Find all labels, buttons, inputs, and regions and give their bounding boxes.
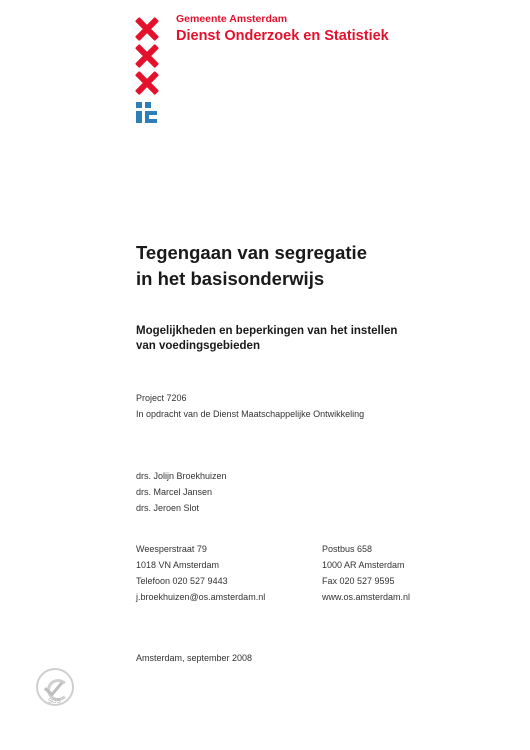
email-link[interactable]: j.broekhuizen@os.amsterdam.nl — [136, 592, 266, 602]
org-name-line1: Gemeente Amsterdam — [176, 13, 288, 25]
author: drs. Jolijn Broekhuizen — [136, 471, 227, 481]
cross-icon — [136, 72, 158, 94]
place-date: Amsterdam, september 2008 — [136, 653, 253, 663]
os-logo-icon — [136, 102, 160, 124]
cross-icon — [136, 18, 158, 40]
subtitle-line1: Mogelijkheden en beperkingen van het instellen — [136, 325, 398, 337]
project-number: Project 7206 — [136, 393, 187, 403]
subtitle-line2: van voedingsgebieden — [136, 340, 260, 352]
po-box-postcode: 1000 AR Amsterdam — [322, 560, 405, 570]
title-line1: Tegengaan van segregatie — [136, 242, 367, 263]
project-client: In opdracht van de Dienst Maatschappelijke Ontwikkeling — [136, 409, 365, 419]
title-line2: in het basisonderwijs — [136, 268, 325, 289]
phone-number: Telefoon 020 527 9443 — [136, 576, 228, 586]
website-link[interactable]: www.os.amsterdam.nl — [322, 592, 411, 602]
author: drs. Marcel Jansen — [136, 487, 213, 497]
subtitle — [136, 324, 397, 354]
author: drs. Jeroen Slot — [136, 503, 200, 513]
address-postcode: 1018 VN Amsterdam — [136, 560, 220, 570]
fax-number: Fax 020 527 9595 — [322, 576, 395, 586]
po-box: Postbus 658 — [322, 544, 373, 554]
sgs-label: SGS — [48, 699, 61, 705]
cross-icon — [136, 45, 158, 67]
page-title — [136, 240, 367, 292]
org-name-line2: Dienst Onderzoek en Statistiek — [176, 28, 389, 44]
address-street: Weesperstraat 79 — [136, 544, 207, 554]
